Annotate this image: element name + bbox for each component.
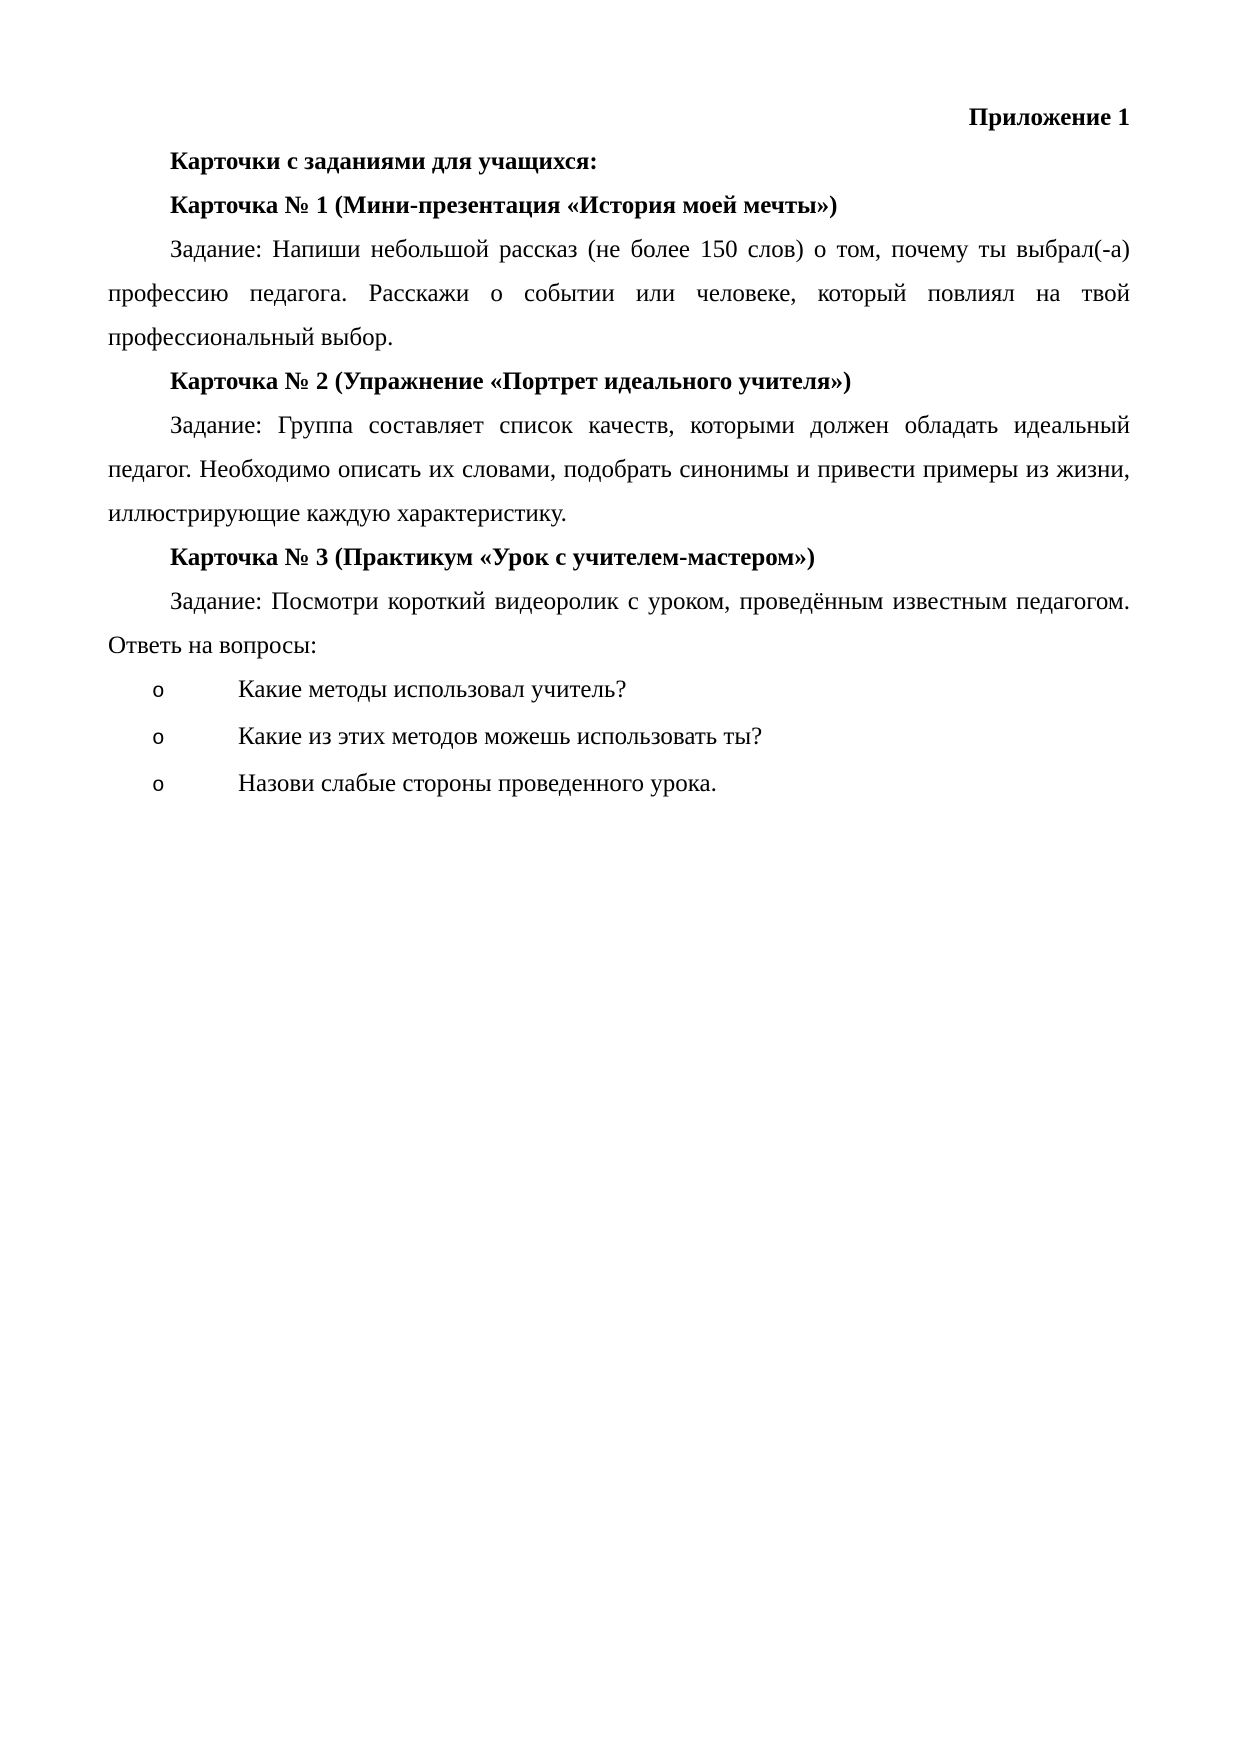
- question-list-item: [108, 715, 1130, 762]
- appendix-label: Приложение 1: [968, 104, 1130, 131]
- card-1-title: Карточка № 1 (Мини-презентация «История моей мечты»): [170, 192, 838, 219]
- question-text: Какие методы использовал учитель?: [238, 676, 627, 703]
- intro-heading: Карточки с заданиями для учащихся:: [170, 148, 598, 175]
- bullet-marker: o: [152, 728, 165, 751]
- bullet-marker: o: [152, 681, 165, 704]
- question-list-item: [108, 762, 1130, 809]
- question-text: Назови слабые стороны проведенного урока.: [238, 770, 717, 797]
- bullet-marker: o: [152, 775, 165, 798]
- question-text: Какие из этих методов можешь использовать ты?: [238, 723, 763, 750]
- question-list-item: [108, 668, 1130, 715]
- card-1-task: Задание: Напиши небольшой рассказ (не более 150 слов) о том, почему ты выбрал(-а) профессию педагога. Расскажи о событии или человеке, который повлиял на твой профессиональный выбор.: [108, 236, 1130, 351]
- card-3-task: Задание: Посмотри короткий видеоролик с уроком, проведённым известным педагогом. Ответь на вопросы:: [108, 588, 1130, 659]
- card-2-task: Задание: Группа составляет список качеств, которыми должен обладать идеальный педагог. Необходимо описать их словами, подобрать синонимы и привести примеры из жизни, иллюстрирующие каждую характеристику.: [108, 412, 1130, 527]
- card-2-title: Карточка № 2 (Упражнение «Портрет идеального учителя»): [170, 368, 852, 395]
- card-3-title: Карточка № 3 (Практикум «Урок с учителем-мастером»): [170, 544, 816, 571]
